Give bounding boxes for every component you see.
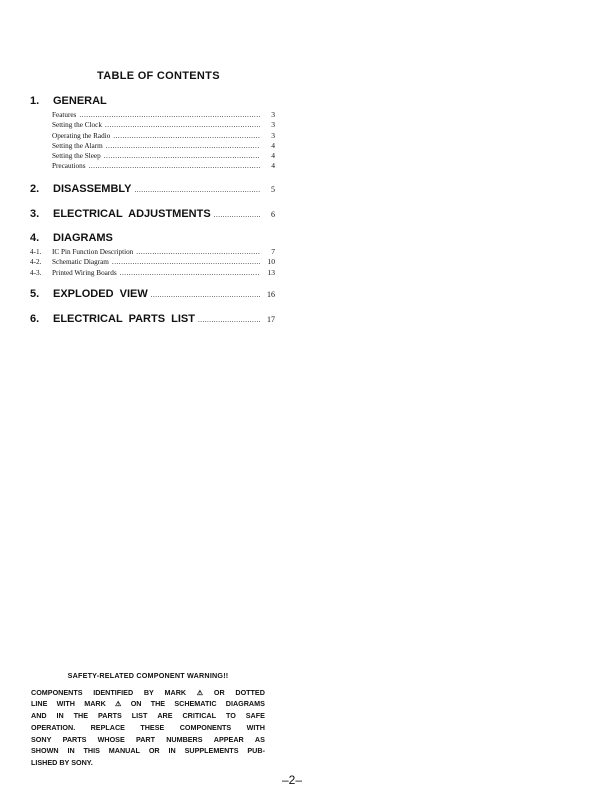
warning-word: SHOWN <box>31 746 59 756</box>
toc-entry <box>30 151 275 161</box>
toc-section-electrical-parts-list <box>30 313 275 327</box>
entry-number: 4-3. <box>30 268 42 277</box>
warning-word: PUB- <box>247 746 265 756</box>
section-heading <box>30 183 275 197</box>
entry-label: Features <box>52 111 77 119</box>
warning-word: SCHEMATIC <box>174 699 217 709</box>
warning-word: OR <box>148 746 160 756</box>
entry-label: Setting the Alarm <box>52 141 103 150</box>
leader-dots <box>89 162 260 170</box>
warning-word: PART <box>135 734 155 744</box>
entry-label: Precautions <box>52 162 86 171</box>
warning-word: THE <box>73 711 89 721</box>
warning-title: SAFETY-RELATED COMPONENT WARNING!! <box>67 671 229 680</box>
toc-section-electrical-adjustments <box>30 208 275 222</box>
section-heading <box>30 313 275 327</box>
warning-word: LIST <box>131 711 148 721</box>
section-number: 6. <box>30 313 40 325</box>
leader-dots <box>106 142 260 150</box>
section-title: DISASSEMBLY <box>53 183 132 195</box>
warning-word: APPEAR <box>213 734 244 744</box>
section-entries <box>30 110 275 172</box>
entry-page: 3 <box>271 120 275 130</box>
section-title: GENERAL <box>53 95 107 107</box>
leader-dots <box>112 258 260 266</box>
warning-word: ⚠ <box>115 699 122 709</box>
leader-dots <box>134 186 260 194</box>
warning-line <box>31 698 265 710</box>
warning-word: WITH <box>56 699 75 709</box>
warning-word: SONY <box>31 734 52 744</box>
section-heading <box>30 232 275 246</box>
toc-entry <box>30 120 275 130</box>
entry-label: Setting the Sleep <box>52 152 101 161</box>
toc-entry <box>30 268 275 278</box>
section-number: 1. <box>30 95 40 107</box>
section-page: 6 <box>271 210 275 219</box>
entry-page: 3 <box>271 110 275 119</box>
toc-entry <box>30 131 275 141</box>
warning-word: THIS <box>83 746 100 756</box>
entry-page: 4 <box>271 151 275 161</box>
safety-warning <box>31 670 265 769</box>
warning-word: NUMBERS <box>166 734 203 744</box>
entry-number: 4-2. <box>30 258 42 267</box>
warning-word: DOTTED <box>235 687 265 697</box>
page-number: –2– <box>282 773 303 787</box>
toc-entry <box>30 257 275 267</box>
toc-entry <box>30 247 275 257</box>
warning-word: AND <box>31 711 47 721</box>
leader-dots <box>214 211 260 219</box>
section-number: 3. <box>30 208 40 220</box>
warning-word: SAFE <box>245 711 265 721</box>
entry-label: Schematic Diagram <box>52 258 109 267</box>
leader-dots <box>104 152 260 160</box>
warning-word: ON <box>130 699 142 709</box>
entry-page: 7 <box>271 247 275 256</box>
toc-title: TABLE OF CONTENTS <box>97 70 220 82</box>
entry-number: 4-1. <box>30 248 42 256</box>
entry-label: IC Pin Function Description <box>52 248 134 256</box>
entry-page: 3 <box>271 130 275 140</box>
warning-word: DIAGRAMS <box>225 699 265 709</box>
warning-word: COMPONENTS <box>31 687 83 697</box>
section-title: ELECTRICAL PARTS LIST <box>53 313 195 325</box>
warning-word: THE <box>150 699 166 709</box>
toc-entry <box>30 161 275 171</box>
warning-word: THESE <box>140 722 165 732</box>
warning-word: MARK <box>164 687 187 697</box>
toc-section-diagrams <box>30 232 275 278</box>
toc-section-general <box>30 95 275 172</box>
warning-line <box>31 710 265 722</box>
warning-word: OPERATION. <box>31 722 76 732</box>
warning-word: SUPPLEMENTS <box>184 746 239 756</box>
entry-label: Printed Wiring Boards <box>52 268 117 277</box>
warning-line <box>31 722 265 734</box>
warning-word: CRITICAL <box>182 711 216 721</box>
warning-word: COMPONENTS <box>179 722 232 732</box>
toc-entry <box>30 141 275 151</box>
warning-word: REPLACE <box>90 722 125 732</box>
leader-dots <box>198 316 260 324</box>
section-title: EXPLODED VIEW <box>53 288 148 300</box>
warning-word: IN <box>56 711 64 721</box>
warning-word: MANUAL <box>108 746 140 756</box>
section-title: ELECTRICAL ADJUSTMENTS <box>53 208 211 220</box>
warning-word: LINE <box>31 699 48 709</box>
warning-word: ⚠ <box>196 687 204 697</box>
section-number: 2. <box>30 183 40 195</box>
section-heading <box>30 95 275 109</box>
entry-page: 13 <box>267 267 275 277</box>
warning-word: IDENTIFIED <box>93 687 134 697</box>
warning-word: PARTS <box>98 711 122 721</box>
leader-dots <box>120 269 260 277</box>
leader-dots <box>113 132 260 140</box>
warning-word: IN <box>168 746 176 756</box>
leader-dots <box>105 121 260 129</box>
section-number: 5. <box>30 288 40 300</box>
warning-word: OR <box>213 687 225 697</box>
entry-page: 4 <box>271 161 275 171</box>
warning-line <box>31 745 265 757</box>
warning-word: IN <box>67 746 75 756</box>
warning-word: AS <box>254 734 265 744</box>
warning-line: LISHED BY SONY. <box>31 757 93 767</box>
warning-word: TO <box>225 711 236 721</box>
warning-word: PARTS <box>62 734 87 744</box>
entry-page: 4 <box>271 140 275 150</box>
warning-word: ARE <box>157 711 173 721</box>
section-title: DIAGRAMS <box>53 232 113 244</box>
section-page: 5 <box>271 185 275 194</box>
toc-entry <box>30 110 275 120</box>
entry-page: 10 <box>267 257 275 267</box>
leader-dots <box>151 291 260 299</box>
section-entries <box>30 247 275 278</box>
entry-label: Setting the Clock <box>52 121 102 130</box>
section-page: 16 <box>267 290 275 299</box>
warning-line <box>31 687 265 699</box>
section-heading <box>30 208 275 222</box>
section-heading <box>30 288 275 302</box>
warning-line <box>31 734 265 746</box>
warning-word: BY <box>143 687 154 697</box>
leader-dots <box>79 111 260 119</box>
section-number: 4. <box>30 232 40 244</box>
section-page: 17 <box>267 315 275 324</box>
leader-dots <box>136 248 260 256</box>
toc-section-exploded-view <box>30 288 275 302</box>
warning-word: WITH <box>246 722 265 732</box>
toc-section-disassembly <box>30 183 275 197</box>
warning-word: WHOSE <box>97 734 125 744</box>
warning-word: MARK <box>84 699 106 709</box>
entry-label: Operating the Radio <box>52 131 111 140</box>
